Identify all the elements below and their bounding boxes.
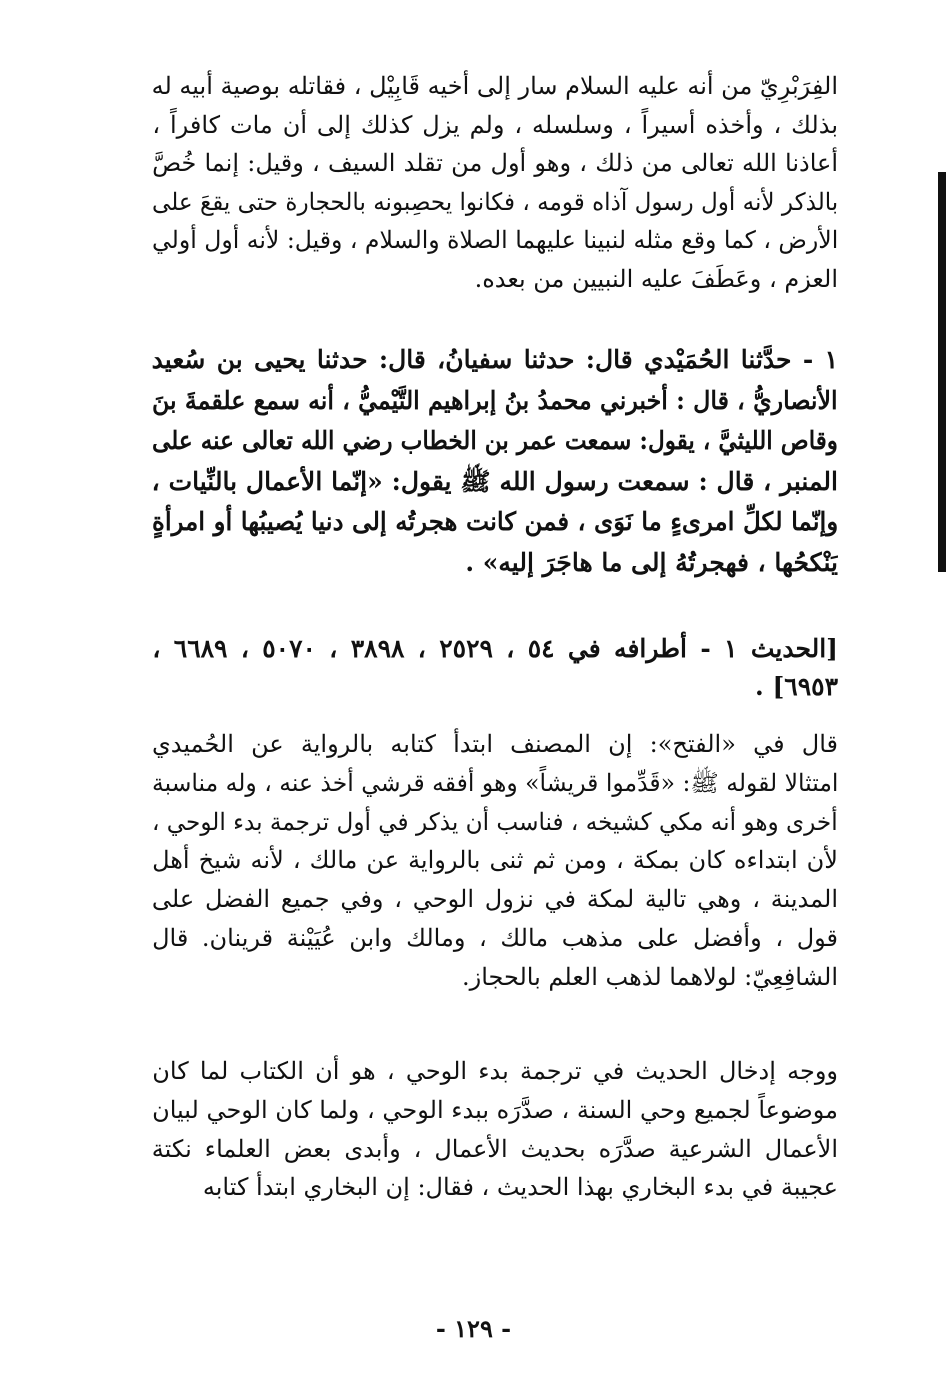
text-line: ٦٩٥٣] .: [755, 672, 838, 701]
text-line: يَنْكحُها ، فهجرتُهُ إلى ما هاجَرَ إليه» .: [465, 547, 838, 577]
scan-edge-mark: [938, 172, 946, 572]
text-line: بالذكر لأنه أول رسول آذاه قومه ، فكانوا يحصِبونه بالحجارة حتى يقعَ على: [152, 187, 838, 216]
text-line: العزم ، وعَطَفَ عليه النبيين من بعده.: [474, 264, 838, 293]
text-line: أخرى وهو أنه مكي كشيخه ، فناسب أن يذكر في أول ترجمة بدء الوحي ،: [152, 807, 838, 836]
hadith-text: [152, 340, 838, 584]
text-line: المدينة ، وهي تالية لمكة في نزول الوحي ، وفي جميع الفضل على: [152, 885, 838, 914]
text-line: قول ، وأفضل على مذهب مالك ، ومالك وابن عُيَيْنة قرينان. قال: [152, 923, 838, 952]
text-line: الفِرَبْرِيّ من أنه عليه السلام سار إلى أخيه قَابِيْل ، فقاتله بوصية أبيه له: [152, 72, 838, 100]
commentary-paragraph-placement: [152, 1052, 838, 1207]
text-line: موضوعاً لجميع وحي السنة ، صدَّرَه ببدء الوحي ، ولما كان الوحي لبيان: [152, 1095, 838, 1124]
text-line: امتثالا لقوله ﷺ: «قَدِّموا قريشاً» وهو أفقه قرشي أخذ عنه ، وله مناسبة: [152, 768, 838, 797]
page-number: - ١٢٩ -: [435, 1314, 512, 1343]
text-line: وقاص الليثيَّ ، يقول: سمعت عمر بن الخطاب رضي الله تعالى عنه على: [152, 426, 838, 456]
text-line: قال في «الفتح»: إن المصنف ابتدأ كتابه بالرواية عن الحُميدي: [152, 730, 838, 758]
text-line: عجيبة في بدء البخاري بهذا الحديث ، فقال: إن البخاري ابتدأ كتابه: [202, 1173, 838, 1202]
text-line: الأنصاريُّ ، قال : أخبرني محمدُ بنُ إبراهيم التَّيْميُّ ، أنه سمع علقمةَ بنَ: [152, 385, 838, 415]
text-line: وإنّما لكلِّ امرىءٍ ما نَوَى ، فمن كانت هجرتُه إلى دنيا يُصيبُها أو امرأةٍ: [152, 507, 838, 537]
text-line: أعاذنا الله تعالى من ذلك ، وهو أول من تقلد السيف ، وقيل: إنما خُصَّ: [152, 149, 838, 177]
text-line: لأن ابتداءه كان بمكة ، ومن ثم ثنى بالرواية عن مالك ، لأنه شيخ أهل: [152, 846, 838, 875]
text-line: ١ - حدَّثنا الحُمَيْدي قال: حدثنا سفيانُ، قال: حدثنا يحيى بن سُعيد: [152, 345, 838, 374]
hadith-cross-reference: [152, 630, 838, 706]
text-line: الأرض ، كما وقع مثله لنبينا عليهما الصلاة والسلام ، وقيل: لأنه أول أولي: [152, 226, 838, 254]
commentary-paragraph-nuh: [152, 67, 838, 298]
text-line: الشافِعِيّ: لولاهما لذهب العلم بالحجاز.: [461, 962, 838, 991]
text-line: المنبر ، قال : سمعت رسول الله ﷺ يقول: «إنّما الأعمال بالنِّيات ،: [152, 466, 838, 496]
text-line: بذلك ، وأخذه أسيراً ، وسلسله ، ولم يزل كذلك إلى أن مات كافراً ،: [152, 110, 838, 139]
text-line: [الحديث ١ - أطرافه في ٥٤ ، ٢٥٢٩ ، ٣٨٩٨ ، ٥٠٧٠ ، ٦٦٨٩ ،: [152, 634, 838, 663]
text-line: ووجه إدخال الحديث في ترجمة بدء الوحي ، هو أن الكتاب لما كان: [152, 1057, 838, 1085]
text-line: الأعمال الشرعية صدَّرَه بحديث الأعمال ، وأبدى بعض العلماء نكتة: [152, 1134, 838, 1163]
commentary-paragraph-fath: [152, 725, 838, 997]
